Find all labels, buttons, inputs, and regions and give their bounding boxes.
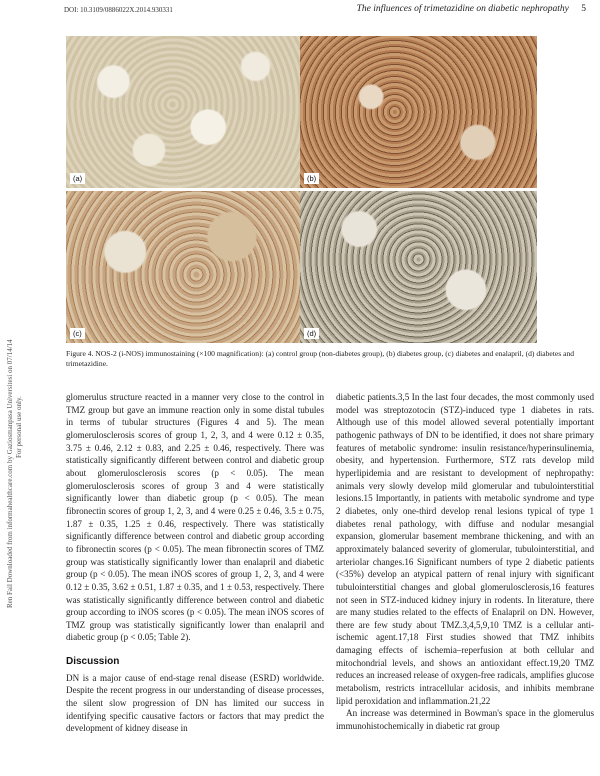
panel-label-a: (a) [70,173,85,184]
watermark-line-2: For personal use only. [15,396,23,458]
watermark-line-1: Ren Fail Downloaded from informahealthcare.com by Gaziosmanpasa Universitesi on 07/14/14 [6,339,14,608]
panel-label-c: (c) [70,328,85,339]
running-title: The influences of trimetazidine on diabetic nephropathy [356,4,569,14]
download-watermark [6,168,36,608]
panel-label-d: (d) [304,328,319,339]
left-column [66,391,324,735]
micrograph-panel-d [300,191,537,343]
doi-header: DOI: 10.3109/0886022X.2014.930331 [64,6,173,14]
discussion-paragraph-bowman: An increase was determined in Bowman's space in the glomerulus immunohistochemically in diabetic rat group [336,708,594,732]
right-column [336,391,594,733]
figure-caption: Figure 4. NOS-2 (i-NOS) immunostaining (×100 magnification): (a) control group (non-diabetes group), (b) diabetes group, (c) diabetes and enalapril, (d) diabetes and trimetazidine. [66,349,575,368]
discussion-paragraph-continued: diabetic patients.3,5 In the last four decades, the most commonly used model was streptozotocin (STZ)-induced type 1 diabetes in rats. Although use of this model allowed several potentially important pathogenic pathways of DN to be identified, it does not share primary features of metabolic syndrome: insulin resistance/hyperinsulinemia, obesity, and hypertension. Furthermore, STZ rats develop mild hyperlipidemia and are resistant to development of nephropathy: animals very slowly develop mild glomerular and tubulointerstitial lesions.15 Importantly, in patients with metabolic syndrome and type 2 diabetes, only one-third develop renal lesions typical of type 1 diabetes renal pathology, with diffuse and nodular mesangial expansion, glomerular basement membrane thickening, and with an approximately balanced severity of glomerular, tubulointerstitial, and arteriolar changes.16 Significant numbers of type 2 diabetic patients (<35%) develop an atypical pattern of renal injury with significant tubulointerstitial changes and global glomerulosclerosis,16 features not seen in STZ-induced kidney injury in rodents. In literature, there are many studies related to the effects of Enalapril on DN. However, there are few study about TMZ.3,4,5,9,10 TMZ is a cellular anti-ischemic agent.17,18 First studies showed that TMZ inhibits damaging effects of ischemia–reperfusion at both cellular and mitochondrial levels, and shows an antioxidant effect.19,20 TMZ reduces an increased release of oxygen-free radicals, amplifies glucose metabolism, restricts intracellular acidosis, and inhibits membrane lipid peroxidation and inflammation.21,22 [336,392,594,706]
page-number: 5 [581,4,586,14]
micrograph-panel-c [66,191,303,343]
panel-label-b: (b) [304,173,319,184]
micrograph-panel-a [66,36,303,188]
results-paragraph: glomerulus structure reacted in a manner very close to the control in TMZ group but gave an immune reaction only in some distal tubules in terms of tubular structures (Figures 4 and 5). The mean glomerulosclerosis scores of group 1, 2, 3, and 4 were 0.12 ± 0.35, 3.75 ± 0.46, 2.12 ± 0.83, and 2.25 ± 0.46, respectively. There was statistically significantly different between control and diabetic group about glomerulosclerosis scores (p < 0.05). The mean glomerulosclerosis scores of group 3 and 4 were statistically significantly lower than diabetic group (p < 0.05). The mean fibronectin scores of group 1, 2, 3, and 4 were 0.25 ± 0.46, 3.5 ± 0.75, 1.87 ± 0.35, 1.25 ± 0.46, respectively. There was statistically significantly difference between control and diabetic group according to fibronectin scores (p < 0.05). The mean fibronectin scores of TMZ group was statistically significantly lower than enalapril and diabetic group (p < 0.05). The mean iNOS scores of group 1, 2, 3, and 4 were 0.12 ± 0.35, 3.62 ± 0.51, 1.87 ± 0.35, and 1 ± 0.53, respectively. There was statistically significantly difference between control and diabetic group according to iNOS scores (p < 0.05). The mean iNOS scores of TMZ group was statistically significantly lower than enalapril and diabetic group (p < 0.05; Table 2). [66,392,324,643]
section-heading-discussion: Discussion [66,656,120,668]
micrograph-panel-b [300,36,537,188]
running-header [357,4,586,14]
discussion-paragraph: DN is a major cause of end-stage renal disease (ESRD) worldwide. Despite the recent progress in our understanding of disease processes, the silent slow progression of DN has limited our success in identifying specific causative factors or factors that may predict the development of kidney disease in [66,672,324,734]
